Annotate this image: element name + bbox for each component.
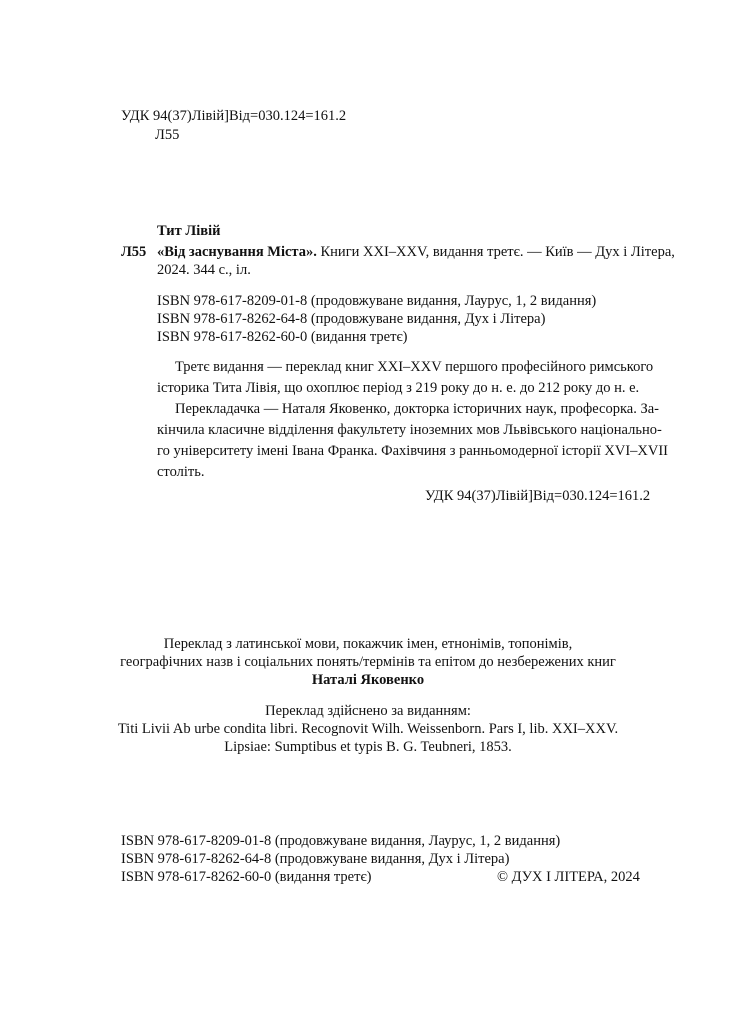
copyright-notice: © ДУХ І ЛІТЕРА, 2024 (497, 869, 640, 885)
book-imprint: 2024. 344 с., іл. (157, 262, 251, 278)
annotation-line: Перекладачка — Наталя Яковенко, докторка історичних наук, професорка. За- (175, 401, 659, 417)
book-details: Книги XXI–XXV, видання третє. — Київ — Дух і Літера, (316, 244, 675, 260)
translator-name: Наталі Яковенко (311, 672, 425, 688)
isbn-line: ISBN 978-617-8262-60-0 (видання третє) (157, 329, 408, 345)
udk-code: УДК 94(37)Лівій]Від=030.124=161.2 (121, 108, 347, 124)
annotation-line: історика Тита Лівія, що охоплює період з 219 року до н. е. до 212 року до н. е. (157, 380, 640, 396)
footer-isbn-line: ISBN 978-617-8262-64-8 (продовжуване видання, Дух і Літера) (121, 851, 510, 867)
author-name: Тит Лівій (157, 223, 221, 239)
isbn-line: ISBN 978-617-8262-64-8 (продовжуване видання, Дух і Літера) (157, 311, 546, 327)
isbn-line: ISBN 978-617-8209-01-8 (продовжуване видання, Лаурус, 1, 2 видання) (157, 293, 597, 309)
footer-isbn-line: ISBN 978-617-8262-60-0 (видання третє) (121, 869, 372, 885)
annotation-line: го університету імені Івана Франка. Фахівчиня з ранньомодерної історії XVI–XVII (157, 443, 669, 459)
source-edition-line: Titi Livii Ab urbe condita libri. Recognovit Wilh. Weissenborn. Pars I, lib. XXI–XXV. (117, 721, 619, 737)
source-edition-line: Переклад здійснено за виданням: (265, 703, 471, 719)
udk-code-repeat: УДК 94(37)Лівій]Від=030.124=161.2 (425, 488, 651, 504)
source-edition-line: Lipsiae: Sumptibus et typis B. G. Teubneri, 1853. (224, 739, 512, 755)
book-title-line (157, 243, 675, 261)
author-mark-code: Л55 (155, 127, 180, 143)
annotation-line: кінчила класичне відділення факультету іноземних мов Львівського національно- (157, 422, 662, 438)
book-title: «Від заснування Міста». (157, 244, 317, 260)
annotation-line: століть. (157, 464, 205, 480)
entry-author-mark: Л55 (121, 244, 147, 260)
translation-credit-line: Переклад з латинської мови, покажчик імен, етнонімів, топонімів, (163, 636, 573, 652)
annotation-line: Третє видання — переклад книг XXI–XXV першого професійного римського (175, 359, 654, 375)
footer-isbn-line: ISBN 978-617-8209-01-8 (продовжуване видання, Лаурус, 1, 2 видання) (121, 833, 561, 849)
translation-credit-line: географічних назв і соціальних понять/термінів та епітом до незбережених книг (120, 654, 616, 670)
